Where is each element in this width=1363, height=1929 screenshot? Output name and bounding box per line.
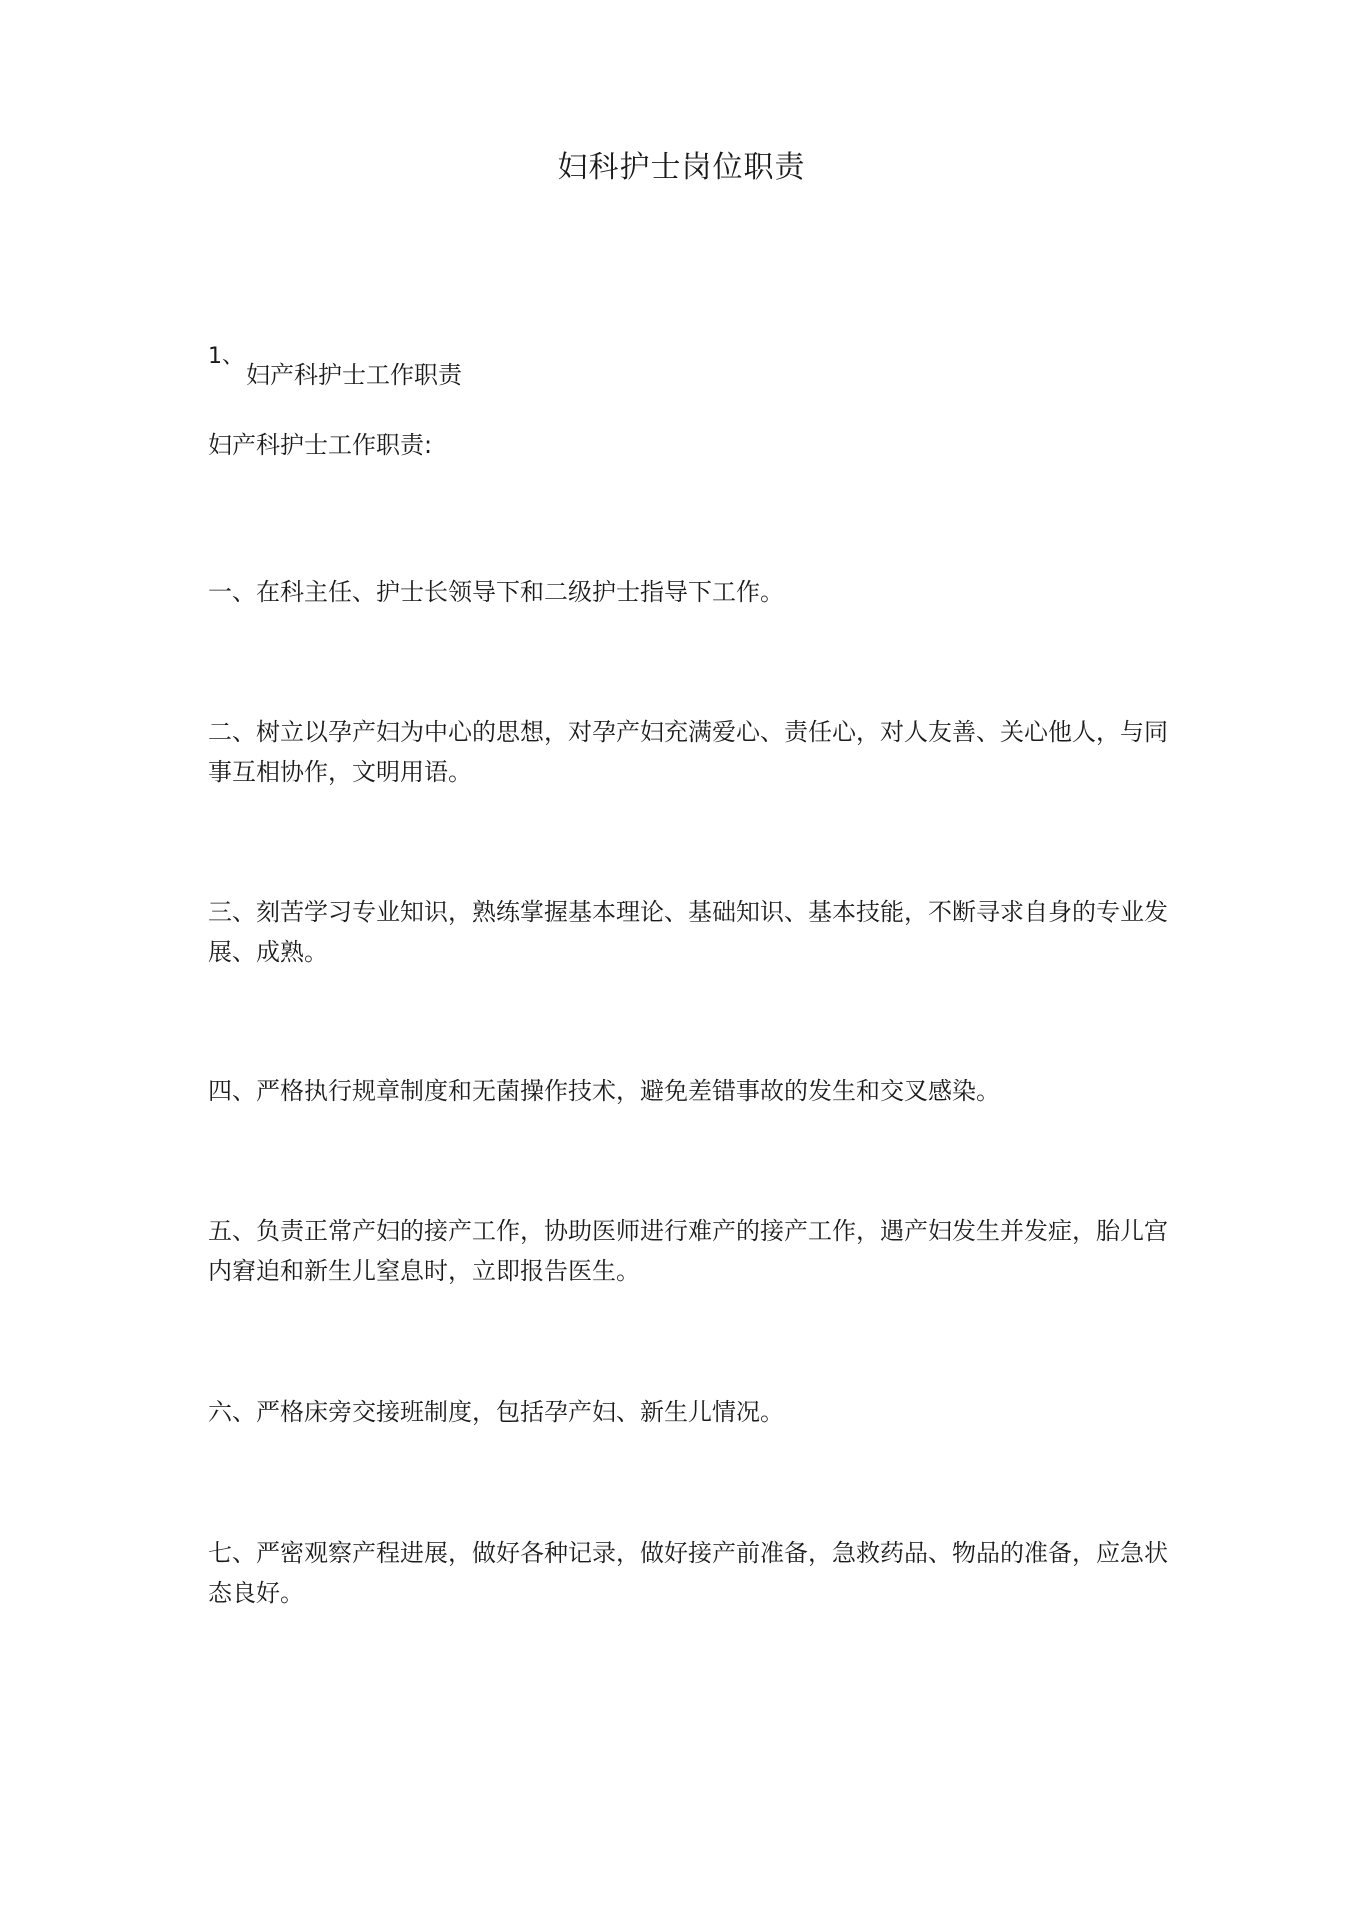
duty-item-7: 七、严密观察产程进展，做好各种记录，做好接产前准备，急救药品、物品的准备，应急状态良好。 bbox=[208, 1539, 1168, 1607]
intro-line: 妇产科护士工作职责: bbox=[208, 431, 433, 459]
section-number: 1、 bbox=[208, 344, 244, 369]
duty-item-5: 五、负责正常产妇的接产工作，协助医师进行难产的接产工作，遇产妇发生并发症，胎儿宫内窘迫和新生儿窒息时，立即报告医生。 bbox=[208, 1217, 1168, 1285]
duty-item-6: 六、严格床旁交接班制度，包括孕产妇、新生儿情况。 bbox=[208, 1398, 784, 1426]
duty-item-1: 一、在科主任、护士长领导下和二级护士指导下工作。 bbox=[208, 578, 784, 606]
section-title: 妇产科护士工作职责 bbox=[246, 361, 462, 389]
duty-item-3: 三、刻苦学习专业知识，熟练掌握基本理论、基础知识、基本技能，不断寻求自身的专业发展、成熟。 bbox=[208, 898, 1168, 966]
document-title: 妇科护士岗位职责 bbox=[557, 150, 806, 185]
duty-item-4: 四、严格执行规章制度和无菌操作技术，避免差错事故的发生和交叉感染。 bbox=[208, 1077, 1000, 1105]
duty-item-2: 二、树立以孕产妇为中心的思想，对孕产妇充满爱心、责任心，对人友善、关心他人，与同事互相协作，文明用语。 bbox=[208, 718, 1168, 786]
